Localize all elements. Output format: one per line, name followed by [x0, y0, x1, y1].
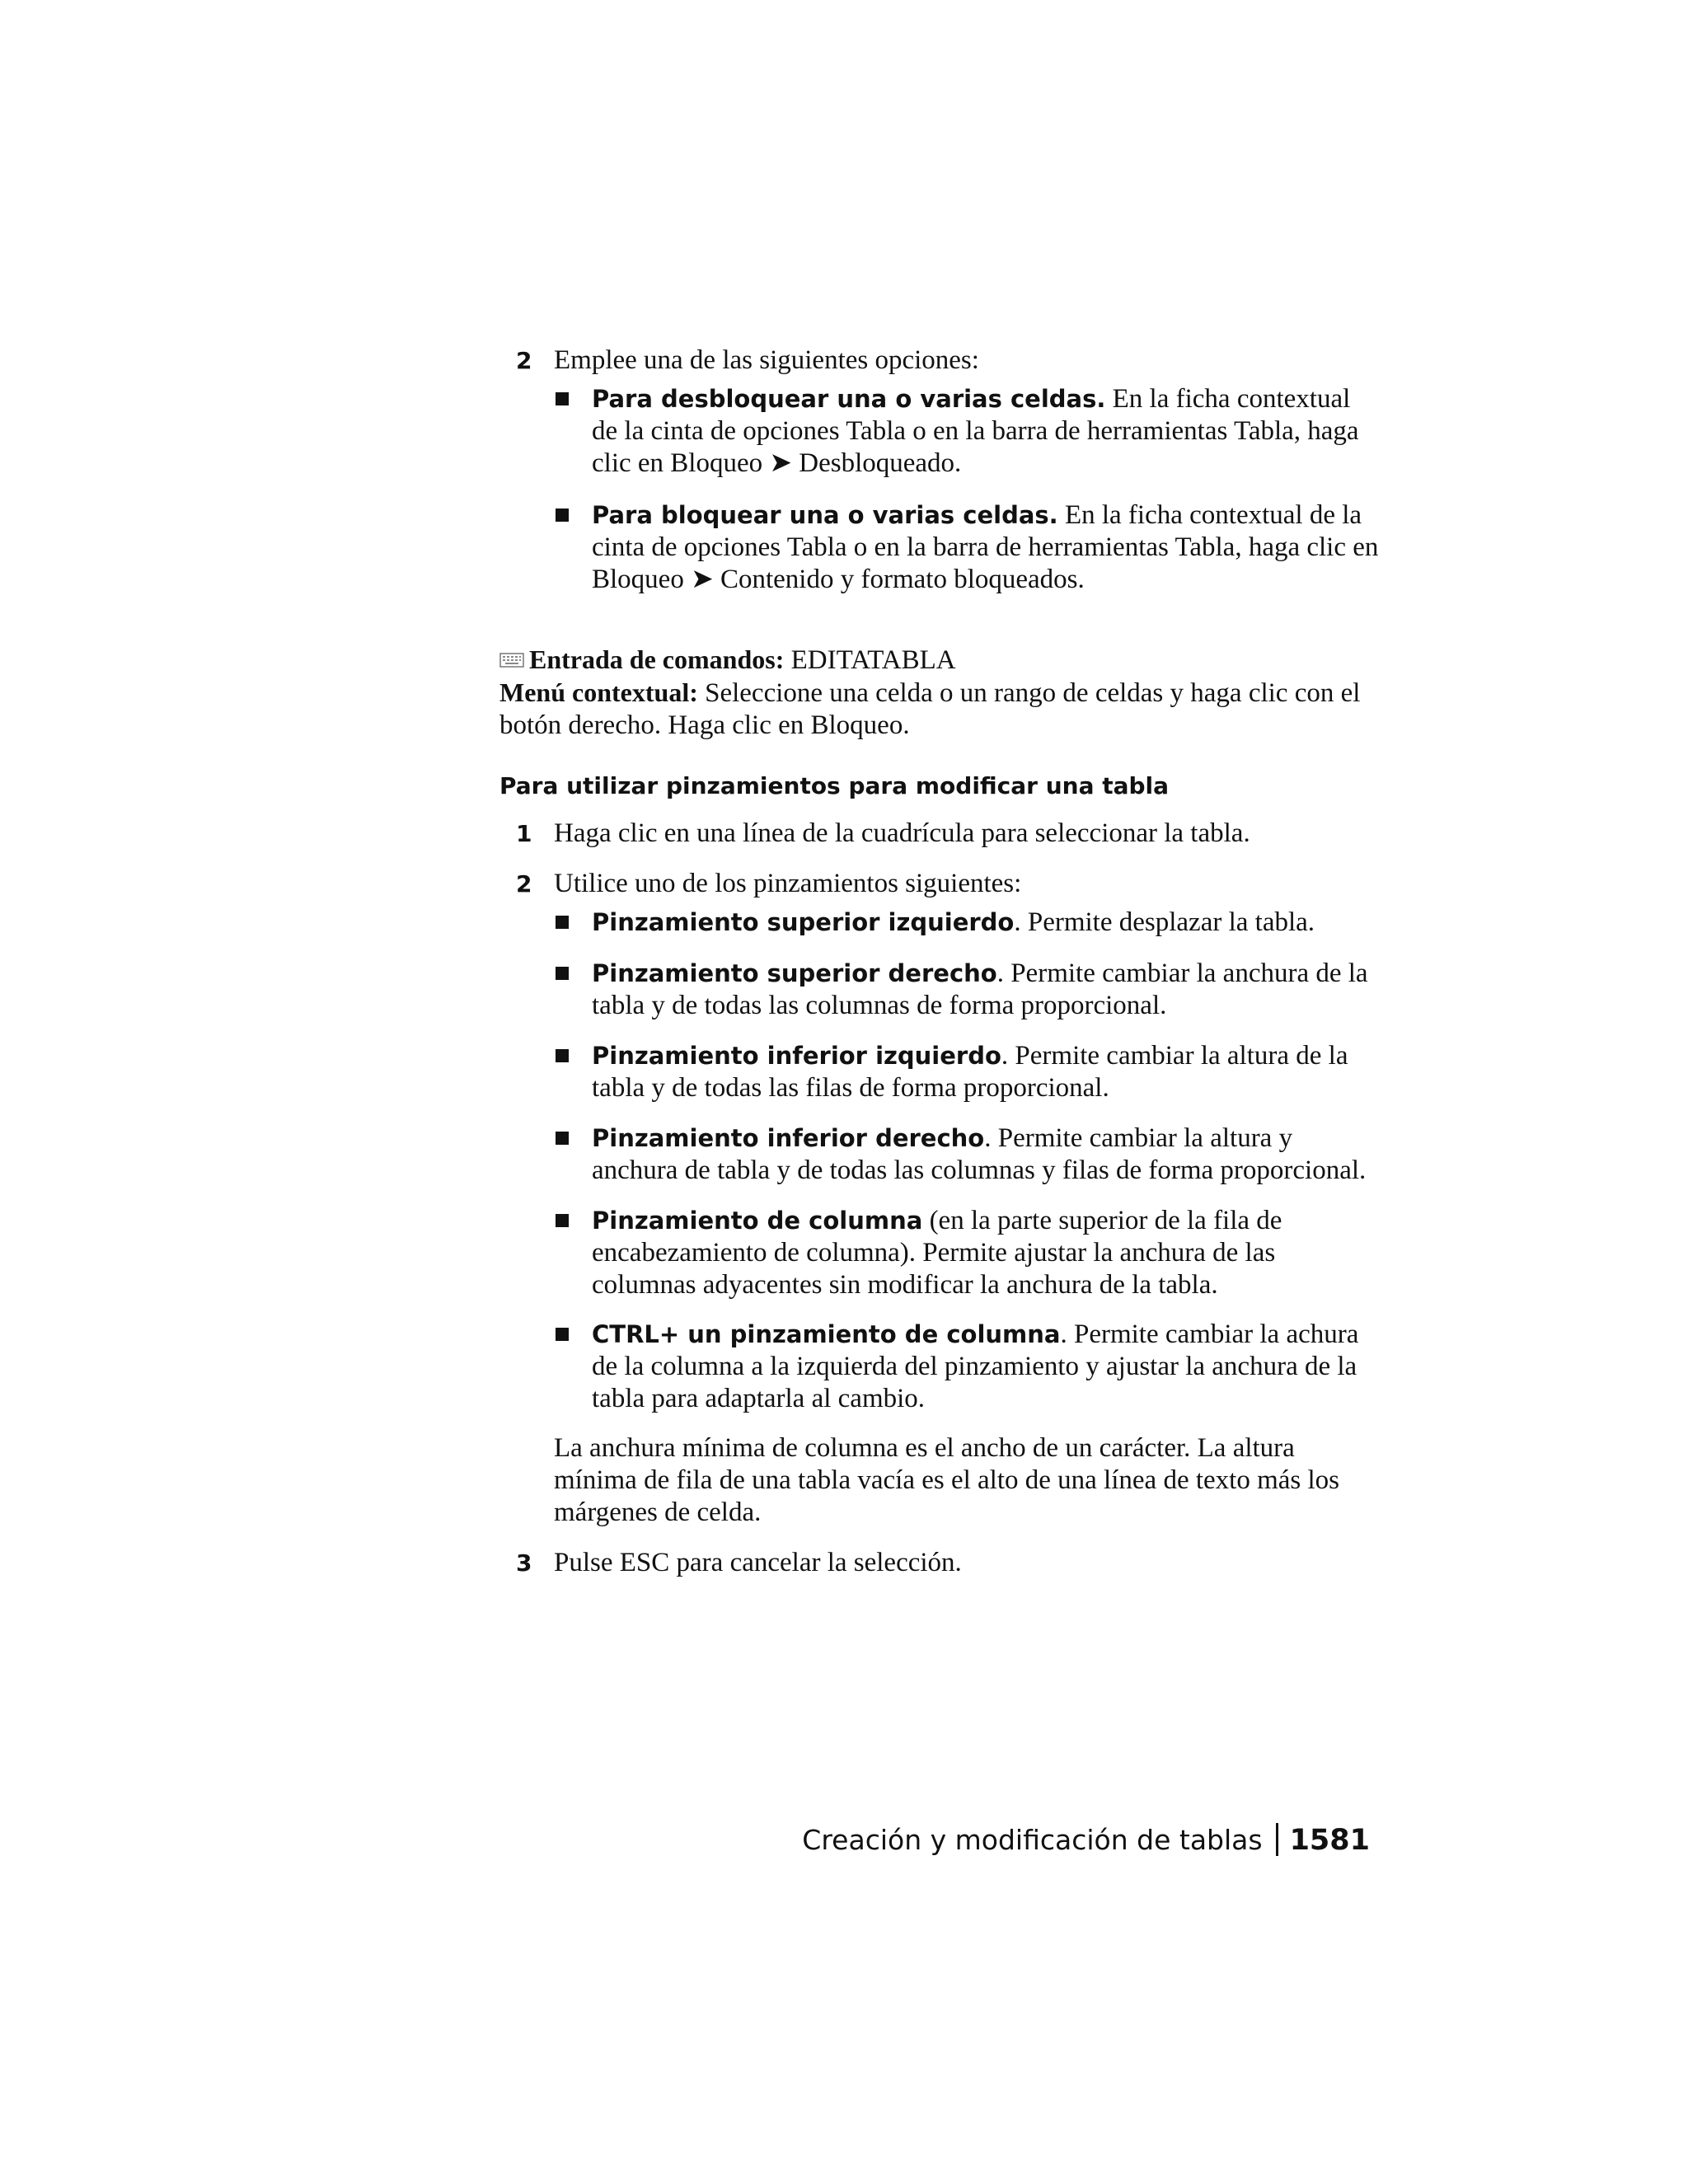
bullet-square-icon — [556, 392, 569, 405]
bullet-lock-cells — [556, 499, 1380, 596]
step-3-cancel — [516, 1547, 1373, 1579]
bullet-body-end: Desbloqueado. — [792, 448, 962, 478]
bullet-grip-bottom-left — [556, 1040, 1380, 1104]
bullet-text — [592, 1122, 1380, 1187]
bullet-lead: Pinzamiento superior izquierdo — [592, 908, 1015, 936]
bullet-body: . Permite cambiar la achura de la columna a la izquierda del pinzamiento y ajustar la anchura de la tabla para adaptarla al cambio. — [592, 1319, 1359, 1413]
bullet-unlock-cells — [556, 383, 1380, 480]
menu-arrow-icon: ➤ — [769, 448, 793, 478]
bullet-body: . Permite cambiar la altura y anchura de tabla y de todas las columnas y filas de forma proporcional. — [592, 1123, 1367, 1185]
bullet-square-icon — [556, 1132, 569, 1145]
note-paragraph: La anchura mínima de columna es el ancho de un carácter. La altura mínima de fila de una tabla vacía es el alto de una línea de texto más los márgenes de celda. — [554, 1433, 1339, 1527]
bullet-square-icon — [556, 916, 569, 929]
step-1-select-grid — [516, 818, 1373, 850]
bullet-text — [592, 907, 1380, 939]
bullet-square-icon — [556, 967, 569, 980]
step-number: 2 — [516, 347, 532, 374]
bullet-square-icon — [556, 1049, 569, 1062]
bullet-lead: CTRL+ un pinzamiento de columna — [592, 1320, 1061, 1348]
step-text: Utilice uno de los pinzamientos siguientes: — [554, 869, 1022, 898]
footer-section-title: Creación y modificación de tablas — [802, 1824, 1263, 1856]
shortcut-menu-line — [499, 677, 1390, 742]
bullet-body: . Permite desplazar la tabla. — [1014, 907, 1315, 937]
keyboard-icon — [499, 651, 524, 669]
bullet-text — [592, 1040, 1380, 1104]
bullet-grip-bottom-right — [556, 1122, 1380, 1187]
footer-divider — [1276, 1823, 1278, 1856]
bullet-grip-top-left — [556, 907, 1380, 939]
bullet-body-end: Contenido y formato bloqueados. — [713, 565, 1085, 594]
bullet-square-icon — [556, 509, 569, 522]
command-entry-label: Entrada de comandos: — [529, 644, 785, 674]
command-entry-value: EDITATABLA — [784, 645, 956, 675]
step-text: Emplee una de las siguientes opciones: — [554, 345, 979, 375]
bullet-lead: Pinzamiento inferior derecho — [592, 1124, 985, 1152]
step-number: 3 — [516, 1549, 532, 1577]
bullet-body: En la ficha contextual de la cinta de opciones Tabla o en la barra de herramientas Tabla, haga clic en Bloqueo — [592, 500, 1379, 594]
shortcut-menu-label: Menú contextual: — [499, 677, 698, 707]
bullet-lead: Pinzamiento inferior izquierdo — [592, 1042, 1001, 1070]
bullet-text — [592, 958, 1380, 1022]
bullet-ctrl-column-grip — [556, 1319, 1380, 1415]
bullet-text — [592, 383, 1380, 480]
step-text: Haga clic en una línea de la cuadrícula para seleccionar la tabla. — [554, 818, 1250, 848]
bullet-body: . Permite cambiar la altura de la tabla y de todas las filas de forma proporcional. — [592, 1041, 1348, 1103]
menu-arrow-icon: ➤ — [691, 565, 714, 594]
bullet-lead: Para bloquear una o varias celdas. — [592, 501, 1058, 529]
bullet-lead: Pinzamiento de columna — [592, 1207, 923, 1235]
bullet-text — [592, 1319, 1380, 1415]
section-heading: Para utilizar pinzamientos para modificar una tabla — [499, 772, 1170, 799]
bullet-grip-top-right — [556, 958, 1380, 1022]
bullet-lead: Pinzamiento superior derecho — [592, 959, 997, 987]
command-entry-block — [499, 644, 1390, 742]
step-number: 2 — [516, 870, 532, 898]
bullet-grip-column — [556, 1205, 1380, 1301]
step-text: Pulse ESC para cancelar la selección. — [554, 1548, 962, 1577]
step-number: 1 — [516, 820, 532, 847]
bullet-lead: Para desbloquear una o varias celdas. — [592, 385, 1106, 413]
bullet-square-icon — [556, 1214, 569, 1227]
bullet-body: . Permite cambiar la anchura de la tabla y de todas las columnas de forma proporcional. — [592, 958, 1368, 1020]
step-2-use-grips — [516, 868, 1373, 900]
bullet-text — [592, 1205, 1380, 1301]
bullet-body: En la ficha contextual de la cinta de opciones Tabla o en la barra de herramientas Tabla, haga clic en Bloqueo — [592, 384, 1359, 478]
page-footer — [802, 1823, 1370, 1857]
step-2-options — [516, 344, 1373, 377]
bullet-text — [592, 499, 1380, 596]
shortcut-menu-text: Seleccione una celda o un rango de celdas y haga clic con el botón derecho. Haga clic en Bloqueo. — [499, 678, 1361, 740]
bullet-body: (en la parte superior de la fila de encabezamiento de columna). Permite ajustar la anchura de las columnas adyacentes sin modificar la anchura de la tabla. — [592, 1206, 1282, 1300]
page-number: 1581 — [1289, 1824, 1370, 1857]
command-entry-line — [499, 644, 1390, 677]
bullet-square-icon — [556, 1328, 569, 1341]
